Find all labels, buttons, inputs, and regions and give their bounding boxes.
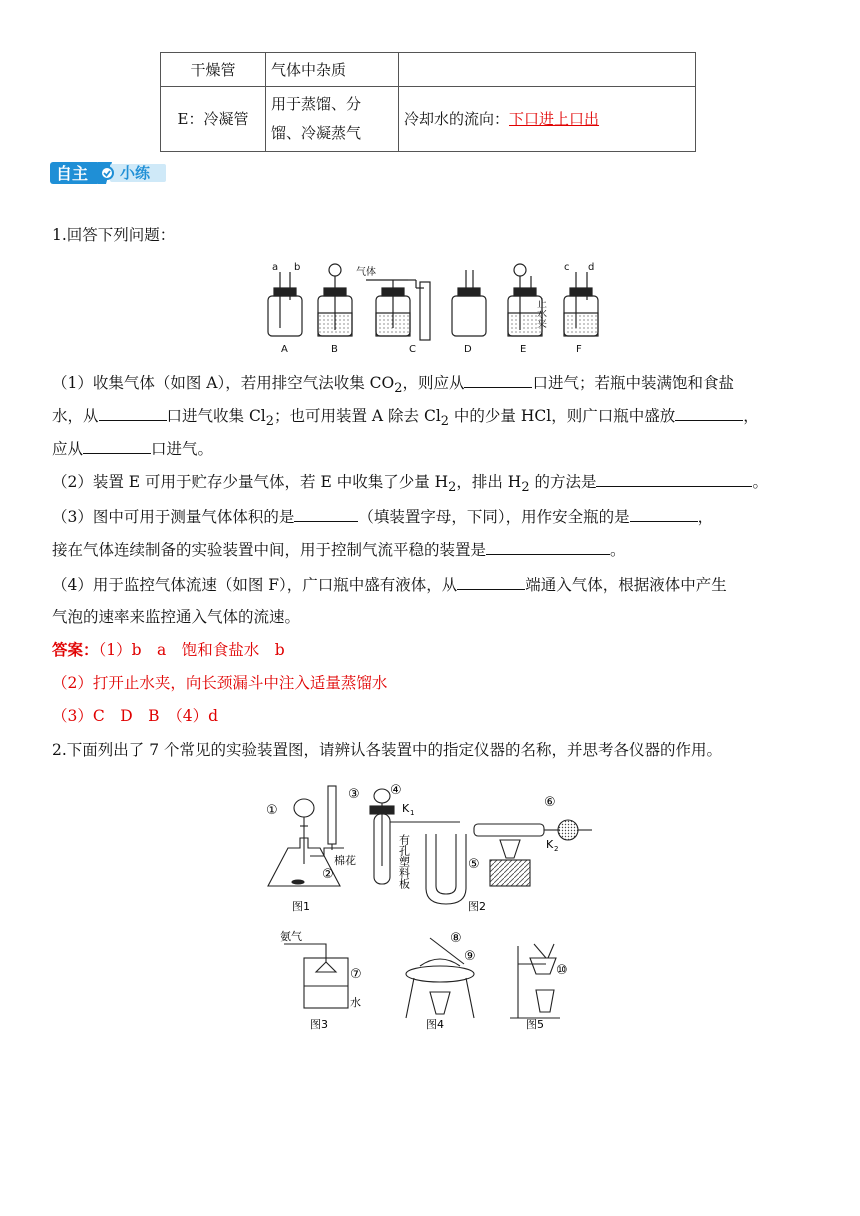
badge-left-text: 自主	[56, 164, 89, 183]
table-row	[161, 87, 696, 152]
marker-2: ②	[322, 867, 334, 882]
marker-4: ④	[390, 783, 402, 798]
q1-part1-line3: 应从 口进气。	[52, 440, 214, 458]
gas-bottles-figure	[258, 258, 608, 358]
figure-label-d: D	[464, 344, 472, 355]
figure-label-5: 图5	[526, 1018, 544, 1031]
answer-blank[interactable]	[294, 506, 358, 522]
q1-part3-line2: 接在气体连续制备的实验装置中间，用于控制气流平稳的装置是 。	[52, 541, 626, 559]
annotation-plate: 有孔塑料板	[397, 834, 411, 889]
figure-label-a: A	[281, 344, 288, 355]
lab-apparatus-figure	[264, 778, 610, 1036]
answer-blank[interactable]	[83, 438, 151, 454]
marker-5: ⑤	[468, 857, 480, 872]
answer-blank[interactable]	[596, 471, 752, 487]
answer-line-2: （2）打开止水夹，向长颈漏斗中注入适量蒸馏水	[52, 674, 388, 692]
answer-blank[interactable]	[99, 405, 167, 421]
marker-9: ⑨	[464, 949, 476, 964]
q1-part1-line2: 水，从 口进气收集 $Cl_2$；也可用装置 A 除去 $Cl_2$ 中的少量 HCl，则广口瓶中盛放 ，	[52, 407, 759, 430]
question-1-title: 1.回答下列问题：	[52, 226, 176, 244]
annotation-k1-sub: 1	[410, 809, 415, 817]
annotation-k2-sub: 2	[554, 845, 559, 853]
figure-label-4: 图4	[426, 1018, 444, 1031]
question-2-title: 2.下面列出了 7 个常见的实验装置图，请辨认各装置中的指定仪器的名称，并思考各仪器的作用。	[52, 741, 723, 759]
note-prefix: 冷却水的流向：	[404, 109, 510, 128]
figure-label-e: E	[520, 344, 527, 355]
q1-part4-line2: 气泡的速率来监控通入气体的流速。	[52, 608, 301, 626]
annotation-a: a	[272, 262, 279, 273]
annotation-water: 水	[350, 996, 361, 1009]
table-cell: E：冷凝管	[161, 87, 266, 152]
annotation-k1: K	[402, 802, 410, 815]
section-badge	[50, 160, 170, 186]
annotation-d: d	[588, 262, 595, 273]
table-cell-line: 用于蒸馏、分	[271, 95, 362, 113]
answer-line-1: 答案：（1）b a 饱和食盐水 b	[52, 640, 285, 659]
table-cell: 气体中杂质	[266, 53, 399, 87]
table-cell	[266, 87, 399, 152]
answer-blank[interactable]	[457, 574, 525, 590]
table-cell-line: 馏、冷凝蒸气	[271, 124, 362, 142]
answer-label: 答案：	[52, 640, 99, 659]
annotation-gas: 气体	[356, 267, 376, 278]
figure-label-f: F	[576, 344, 582, 355]
figure-label-2: 图2	[468, 900, 486, 913]
table-cell	[399, 87, 696, 152]
annotation-b: b	[294, 262, 301, 273]
marker-10: ⑩	[556, 963, 568, 978]
marker-8: ⑧	[450, 931, 462, 946]
note-answer: 下口进上口出	[509, 109, 600, 128]
marker-6: ⑥	[544, 795, 556, 810]
instrument-table	[160, 52, 696, 152]
badge-right-text: 小练	[120, 164, 151, 182]
q1-part1-line1: （1）收集气体（如图 A），若用排空气法收集 $CO_2$，则应从 口进气；若瓶中装满饱和食盐	[52, 374, 734, 397]
figure-label-c: C	[409, 344, 416, 355]
figure-label-3: 图3	[310, 1018, 328, 1031]
answer-blank[interactable]	[675, 405, 743, 421]
annotation-cotton: 棉花	[334, 854, 356, 867]
annotation-c: c	[564, 262, 570, 273]
marker-1: ①	[266, 803, 278, 818]
q1-part4-line1: （4）用于监控气体流速（如图 F），广口瓶中盛有液体，从 端通入气体，根据液体中产生	[52, 576, 727, 594]
figure-label-1: 图1	[292, 900, 310, 913]
table-row	[161, 53, 696, 87]
answer-line-3: （3）C D B （4）d	[52, 707, 219, 725]
answer-blank[interactable]	[630, 506, 698, 522]
q1-part2: （2）装置 E 可用于贮存少量气体，若 E 中收集了少量 $H_2$，排出 $H_2$ 的方法是 。	[52, 473, 768, 496]
answer-blank[interactable]	[486, 539, 610, 555]
annotation-k2: K	[546, 838, 554, 851]
q1-part3-line1: （3）图中可用于测量气体体积的是 （填装置字母，下同），用作安全瓶的是 ，	[52, 508, 714, 526]
table-cell: 干燥管	[161, 53, 266, 87]
figure-label-b: B	[331, 344, 338, 355]
annotation-clamp: 止水夹	[534, 298, 546, 328]
marker-7: ⑦	[350, 967, 362, 982]
answer-blank[interactable]	[464, 372, 532, 388]
marker-3: ③	[348, 787, 360, 802]
table-cell	[399, 53, 696, 87]
annotation-ammonia: 氨气	[280, 930, 302, 943]
